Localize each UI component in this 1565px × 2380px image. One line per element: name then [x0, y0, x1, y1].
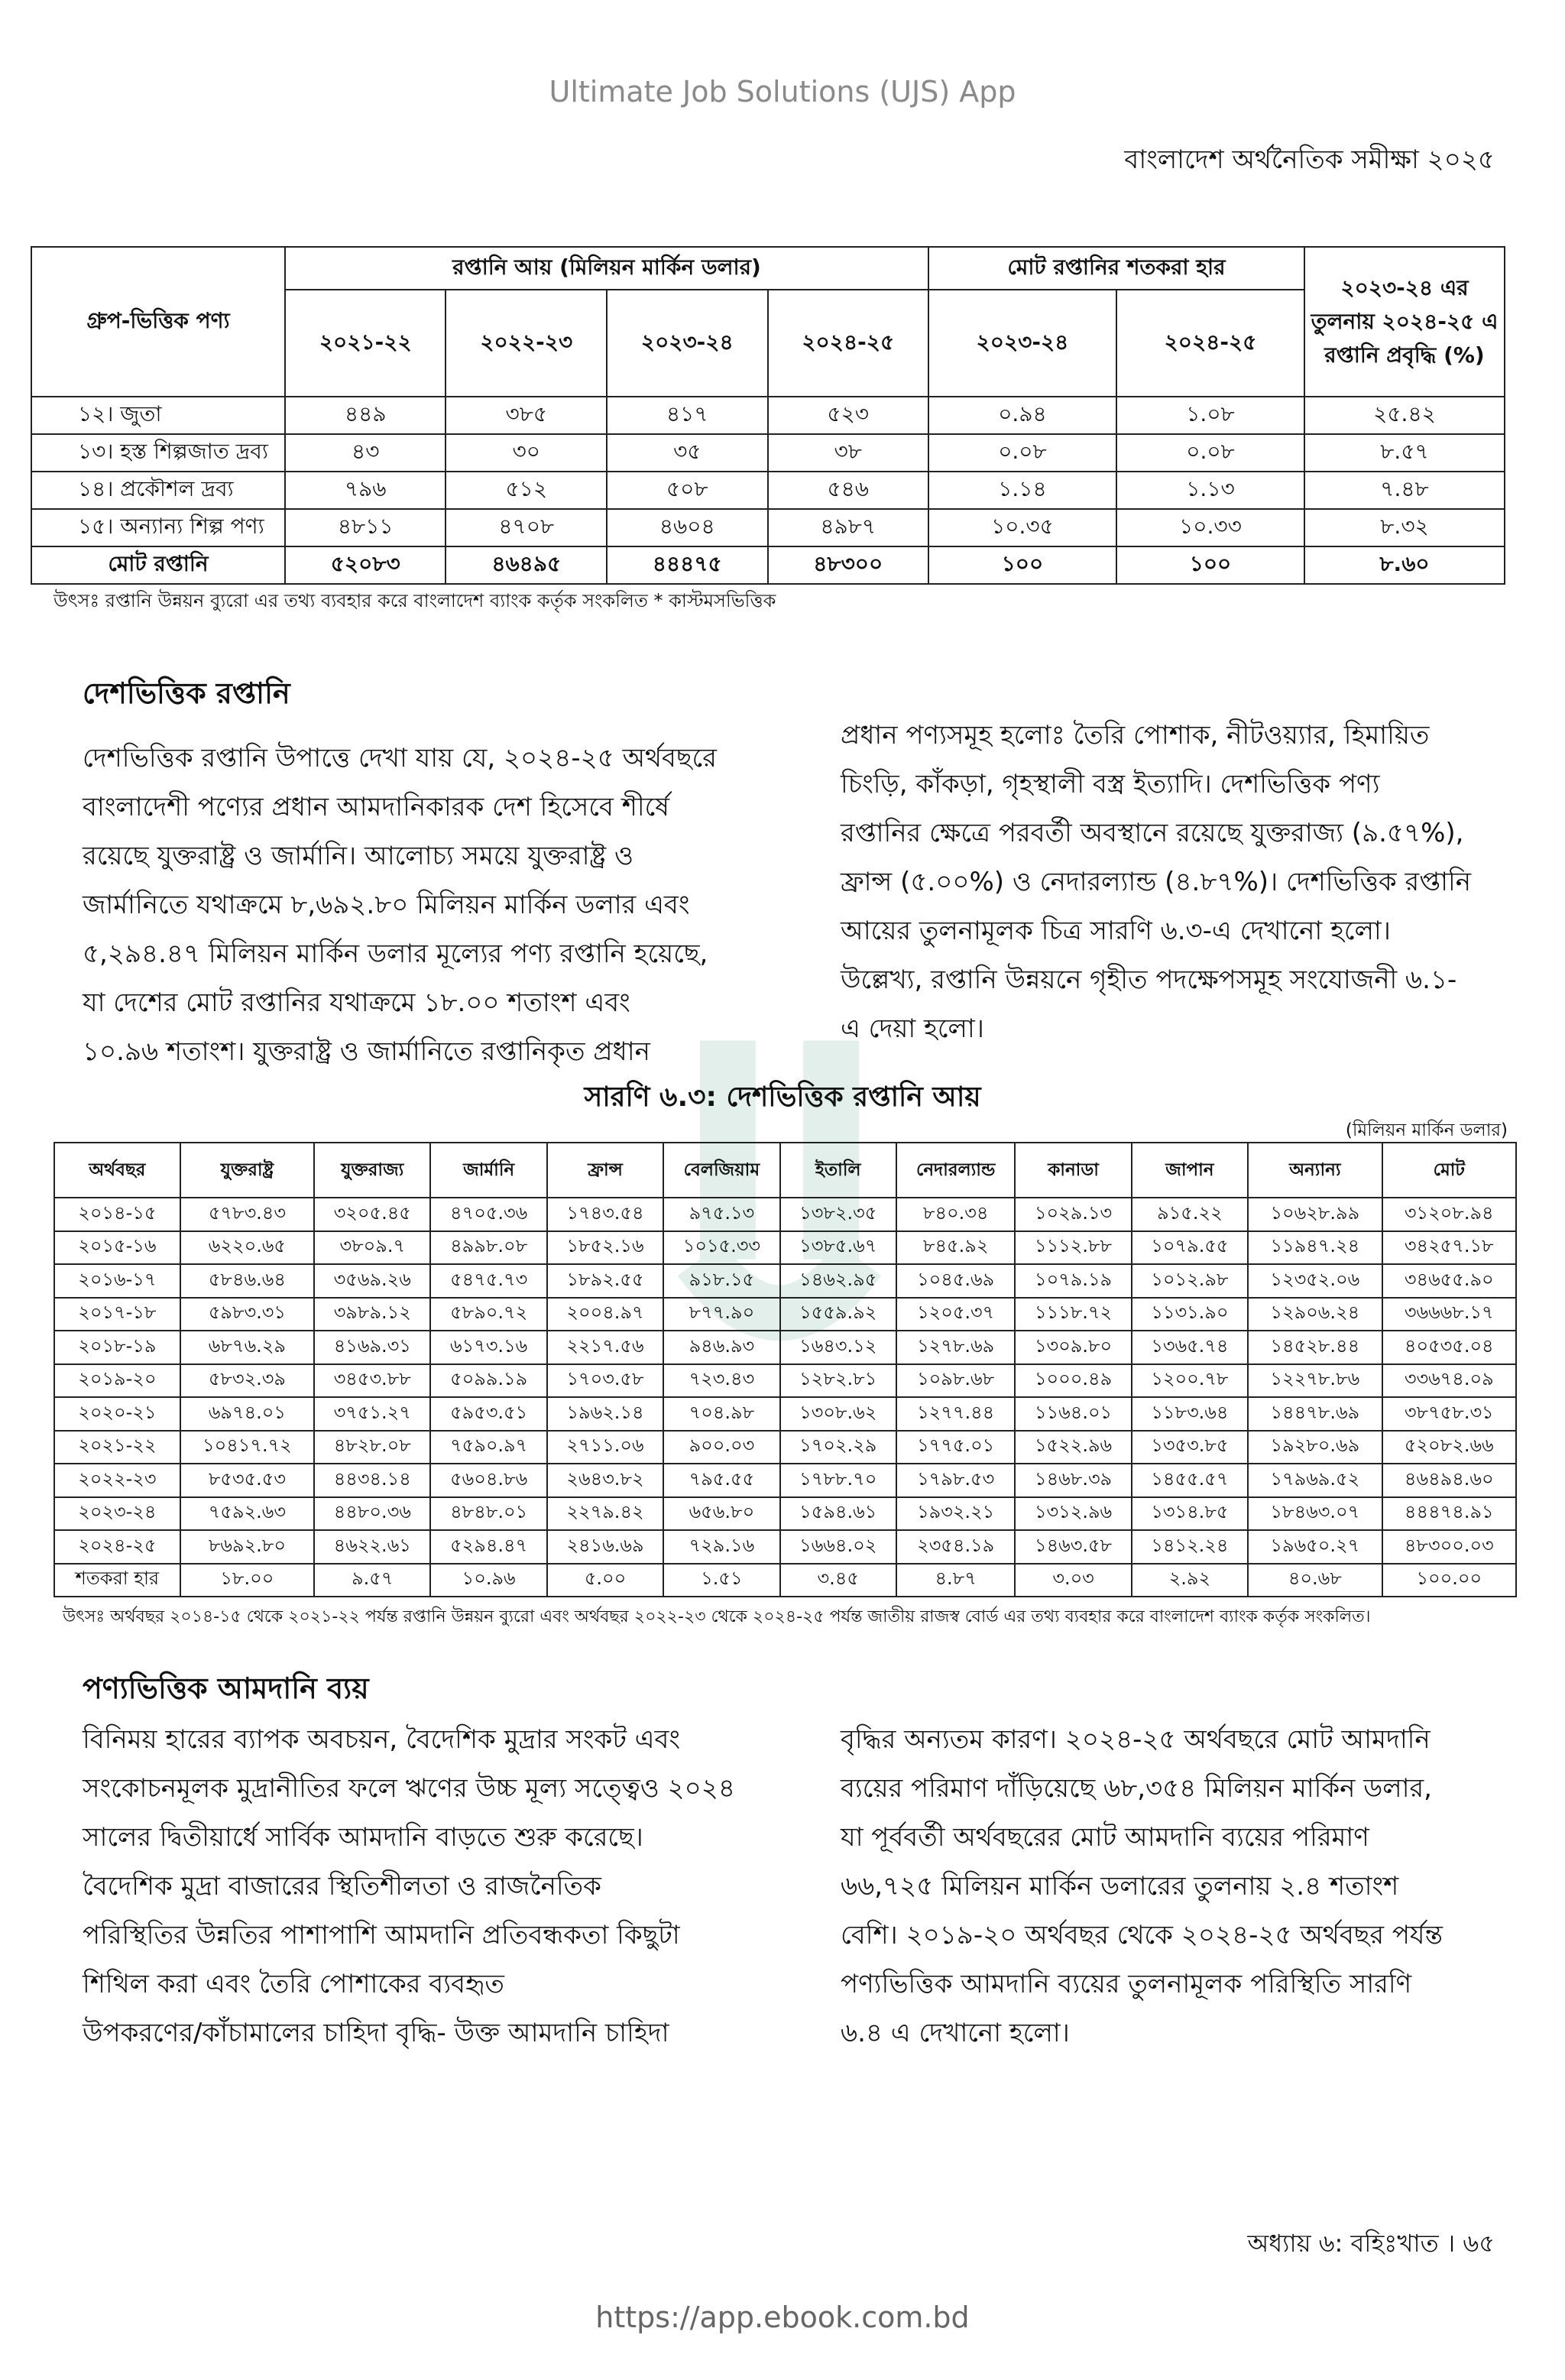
year-header: ২০২৪-২৫: [1116, 290, 1304, 397]
table-cell: ০.০৮: [928, 434, 1116, 472]
text-line: রয়েছে যুক্তরাষ্ট্র ও জার্মানি। আলোচ্য সময়ে যুক্তরাষ্ট্র ও: [83, 841, 633, 871]
col-export-income: রপ্তানি আয় (মিলিয়ন মার্কিন ডলার): [285, 247, 928, 290]
text-line: ৬.৪ এ দেখানো হলো।: [841, 2018, 1070, 2048]
text-line: ১০.৯৬ শতাংশ। যুক্তরাষ্ট্র ও জার্মানিতে রপ্তানিকৃত প্রধান: [83, 1036, 650, 1067]
column-header: নেদারল্যান্ড: [896, 1143, 1015, 1198]
table-cell: ১০১৫.৩৩: [663, 1231, 779, 1265]
app-name-header: Ultimate Job Solutions (UJS) App: [549, 75, 1016, 109]
text-line: উপকরণের/কাঁচামালের চাহিদা বৃদ্ধি- উক্ত আমদানি চাহিদা: [83, 2018, 669, 2048]
table-cell: ৪৪৯: [285, 397, 446, 434]
table-cell: ৩৪৬৫৫.৯০: [1382, 1264, 1516, 1298]
table-cell: ৩৮: [768, 434, 928, 472]
table-cell: ১০৭৯.১৯: [1015, 1264, 1131, 1298]
table-cell: ৩.৪৫: [780, 1564, 896, 1597]
table-cell: ৬১৭৩.১৬: [430, 1331, 546, 1364]
table-cell: ১০৭৯.৫৫: [1132, 1231, 1248, 1265]
table-cell: ৭২৯.১৬: [663, 1530, 779, 1564]
table-cell: ১৯২৮০.৬৯: [1248, 1431, 1382, 1464]
table-cell: ১১১২.৮৮: [1015, 1231, 1131, 1265]
table-cell: ১৭৮৮.৭০: [780, 1464, 896, 1497]
table-cell: ২০১৬-১৭: [54, 1264, 180, 1298]
table-cell: ৪১৬৯.৩১: [314, 1331, 430, 1364]
table-cell: ১০.৩৫: [928, 509, 1116, 546]
table-row: [31, 434, 1505, 472]
table2-caption: সারণি ৬.৩: দেশভিত্তিক রপ্তানি আয়: [584, 1081, 981, 1113]
country-export-table: [53, 1142, 1517, 1597]
table-cell: ৯.৫৭: [314, 1564, 430, 1597]
text-line: যা পূর্ববর্তী অর্থবছরের মোট আমদানি ব্যয়ের পরিমাণ: [841, 1822, 1369, 1853]
table-cell: ২৫.৪২: [1304, 397, 1505, 434]
table-cell: ১০৯৮.৬৮: [896, 1364, 1015, 1398]
table-cell: ১৪৫৫.৫৭: [1132, 1464, 1248, 1497]
year-header: ২০২২-২৩: [446, 290, 607, 397]
table-cell: ৫৪৬: [768, 472, 928, 509]
table-cell: ৩৫৬৯.২৬: [314, 1264, 430, 1298]
table-cell: ৪৯৮৭: [768, 509, 928, 546]
text-line: বাংলাদেশী পণ্যের প্রধান আমদানিকারক দেশ হিসেবে শীর্ষে: [83, 792, 670, 822]
text-line: বিনিময় হারের ব্যাপক অবচয়ন, বৈদেশিক মুদ্রার সংকট এবং: [83, 1724, 681, 1755]
table-cell: ৭২৩.৪৩: [663, 1364, 779, 1398]
text-line: ৫,২৯৪.৪৭ মিলিয়ন মার্কিন ডলার মূল্যের পণ্য রপ্তানি হয়েছে,: [83, 939, 708, 969]
table-cell: ০.০৮: [1116, 434, 1304, 472]
text-line: সালের দ্বিতীয়ার্ধে সার্বিক আমদানি বাড়তে শুরু করেছে।: [83, 1822, 643, 1853]
table-cell: ১০.৯৬: [430, 1564, 546, 1597]
table-row: [54, 1231, 1516, 1265]
table-cell: ৮৬৯২.৮০: [180, 1530, 314, 1564]
table-cell: ১৩১৪.৮৫: [1132, 1497, 1248, 1531]
table-cell: ৫৮৯০.৭২: [430, 1298, 546, 1331]
column-header: মোট: [1382, 1143, 1516, 1198]
table-cell: ৪৭০৮: [446, 509, 607, 546]
table-cell: ৯৪৬.৯৩: [663, 1331, 779, 1364]
table-cell: ১৮.০০: [180, 1564, 314, 1597]
product-name: ১৫। অন্যান্য শিল্প পণ্য: [31, 509, 285, 546]
table-cell: ৪৪৩৪.১৪: [314, 1464, 430, 1497]
text-line: ফ্রান্স (৫.০০%) ও নেদারল্যান্ড (৪.৮৭%)। দেশভিত্তিক রপ্তানি: [841, 867, 1472, 897]
table-cell: ১৪৫২৮.৪৪: [1248, 1331, 1382, 1364]
report-title: বাংলাদেশ অর্থনৈতিক সমীক্ষা ২০২৫: [1124, 144, 1495, 175]
text-line: দেশভিত্তিক রপ্তানি উপাত্তে দেখা যায় যে, ২০২৪-২৫ অর্থবছরে: [83, 743, 717, 773]
table-cell: ১৪৬৮.৩৯: [1015, 1464, 1131, 1497]
table-cell: ৭.৪৮: [1304, 472, 1505, 509]
table-cell: ৪১৭: [607, 397, 767, 434]
table-cell: ১৮৪৬৩.০৭: [1248, 1497, 1382, 1531]
table-cell: ৫৭৮৩.৪৩: [180, 1198, 314, 1231]
column-header: যুক্তরাজ্য: [314, 1143, 430, 1198]
text-line: সংকোচনমূলক মুদ্রানীতির ফলে ঋণের উচ্চ মূল্য সত্ত্বেও ২০২৪: [83, 1773, 735, 1804]
column-header: কানাডা: [1015, 1143, 1131, 1198]
table-cell: ৪৮৩০০.০৩: [1382, 1530, 1516, 1564]
table-cell: ১৬৪৩.১২: [780, 1331, 896, 1364]
product-name: ১৪। প্রকৌশল দ্রব্য: [31, 472, 285, 509]
table-cell: ২০২০-২১: [54, 1397, 180, 1431]
table2-source: উৎসঃ অর্থবছর ২০১৪-১৫ থেকে ২০২১-২২ পর্যন্ত রপ্তানি উন্নয়ন ব্যুরো এবং অর্থবছর ২০২২-২৩ থেকে ২০২৪-২৫ পর্যন্ত জাতীয় রাজস্ব বোর্ড এর তথ্য ব্যবহার করে বাংলাদেশ ব্যাংক কর্তৃক সংকলিত।: [63, 1607, 1371, 1626]
table-cell: ৪৩: [285, 434, 446, 472]
table-cell: ১১১৮.৭২: [1015, 1298, 1131, 1331]
text-line: ৬৬,৭২৫ মিলিয়ন মার্কিন ডলারের তুলনায় ২.৪ শতাংশ: [841, 1871, 1399, 1902]
table-cell: ৪০.৬৮: [1248, 1564, 1382, 1597]
table-cell: ১৪১২.২৪: [1132, 1530, 1248, 1564]
table-cell: ২২১৭.৫৬: [547, 1331, 663, 1364]
table-cell: ১০৪১৭.৭২: [180, 1431, 314, 1464]
table-cell: ৪৬০৪: [607, 509, 767, 546]
table-cell: ১২০০.৭৮: [1132, 1364, 1248, 1398]
footer-url: https://app.ebook.com.bd: [595, 2301, 970, 2334]
table-cell: ১৩০৮.৬২: [780, 1397, 896, 1431]
table-cell: ৭০৪.৯৮: [663, 1397, 779, 1431]
section-heading-import-expenditure: পণ্যভিত্তিক আমদানি ব্যয়: [83, 1672, 369, 1705]
column-header: অর্থবছর: [54, 1143, 180, 1198]
table-cell: ১০০: [928, 546, 1116, 584]
table-cell: ১২৭৭.৪৪: [896, 1397, 1015, 1431]
column-header: জাপান: [1132, 1143, 1248, 1198]
year-header: ২০২৩-২৪: [607, 290, 767, 397]
table-row: [54, 1397, 1516, 1431]
table-cell: ১৮৯২.৫৫: [547, 1264, 663, 1298]
table-cell: ৫৮৩২.৩৯: [180, 1364, 314, 1398]
page-number: অধ্যায় ৬: বহিঃখাত । ৬৫: [1247, 2229, 1495, 2258]
table-row: [54, 1497, 1516, 1531]
table-row: [54, 1464, 1516, 1497]
table-cell: ৭৫৯২.৬৩: [180, 1497, 314, 1531]
text-line: উল্লেখ্য, রপ্তানি উন্নয়নে গৃহীত পদক্ষেপসমূহ সংযোজনী ৬.১-: [841, 965, 1457, 995]
text-line: এ দেয়া হলো।: [841, 1013, 984, 1044]
table-cell: ৫২০৮৩: [285, 546, 446, 584]
paragraph-left: [83, 734, 738, 1076]
table-cell: ১৭০২.২৯: [780, 1431, 896, 1464]
table-row: [54, 1431, 1516, 1464]
table-cell: ৫৪৭৫.৭৩: [430, 1264, 546, 1298]
table-cell: ৫.০০: [547, 1564, 663, 1597]
table-cell: ২০১৭-১৮: [54, 1298, 180, 1331]
paragraph-left: [83, 1715, 738, 2057]
table-cell: ১০০০.৪৯: [1015, 1364, 1131, 1398]
table-cell: ৫০৮: [607, 472, 767, 509]
table2-unit: (মিলিয়ন মার্কিন ডলার): [1345, 1120, 1508, 1140]
table-cell: ১৭৯৮.৫৩: [896, 1464, 1015, 1497]
table-cell: ১১৬৪.০১: [1015, 1397, 1131, 1431]
table-row: [54, 1364, 1516, 1398]
table-cell: ৫৮৪৬.৬৪: [180, 1264, 314, 1298]
table-cell: ৮.৩২: [1304, 509, 1505, 546]
table-cell: ২০২১-২২: [54, 1431, 180, 1464]
table-cell: ৪৬২২.৬১: [314, 1530, 430, 1564]
col-share: মোট রপ্তানির শতকরা হার: [928, 247, 1304, 290]
table-cell: ১৩১২.৯৬: [1015, 1497, 1131, 1531]
table-cell: ১৪৬৩.৫৮: [1015, 1530, 1131, 1564]
table-cell: ৩৮৫: [446, 397, 607, 434]
text-line: বেশি। ২০১৯-২০ অর্থবছর থেকে ২০২৪-২৫ অর্থবছর পর্যন্ত: [841, 1920, 1443, 1950]
col-product-group: গ্রুপ-ভিত্তিক পণ্য: [31, 247, 285, 397]
table-cell: ২০২৩-২৪: [54, 1497, 180, 1531]
column-header: যুক্তরাষ্ট্র: [180, 1143, 314, 1198]
text-line: আয়ের তুলনামূলক চিত্র সারণি ৬.৩-এ দেখানো হলো।: [841, 916, 1391, 946]
table-cell: ১০.৩৩: [1116, 509, 1304, 546]
paragraph-right: [841, 711, 1494, 1053]
table-cell: ২০১৮-১৯: [54, 1331, 180, 1364]
product-name: ১২। জুতা: [31, 397, 285, 434]
year-header: ২০২১-২২: [285, 290, 446, 397]
table-cell: ১৮৫২.১৬: [547, 1231, 663, 1265]
table-cell: ১৩৫৩.৮৫: [1132, 1431, 1248, 1464]
table-cell: ৬৫৬.৮০: [663, 1497, 779, 1531]
table-cell: ৯১৫.২২: [1132, 1198, 1248, 1231]
table-row: [54, 1264, 1516, 1298]
table-cell: ১০২৯.১৩: [1015, 1198, 1131, 1231]
table-cell: ৫৬০৪.৮৬: [430, 1464, 546, 1497]
table-cell: ১.১৩: [1116, 472, 1304, 509]
table-cell: ৩৯৮৯.১২: [314, 1298, 430, 1331]
table-cell: ৪৬৪৯৫: [446, 546, 607, 584]
text-line: পণ্যভিত্তিক আমদানি ব্যয়ের তুলনামূলক পরিস্থিতি সারণি: [841, 1969, 1412, 1999]
table-cell: ৩৮০৯.৭: [314, 1231, 430, 1265]
product-name: ১৩। হস্ত শিল্পজাত দ্রব্য: [31, 434, 285, 472]
table-cell: ৮৭৭.৯০: [663, 1298, 779, 1331]
table-cell: ৪.৮৭: [896, 1564, 1015, 1597]
table-cell: ৭৯৫.৫৫: [663, 1464, 779, 1497]
table-cell: ৫৯৫৩.৫১: [430, 1397, 546, 1431]
text-line: রপ্তানির ক্ষেত্রে পরবর্তী অবস্থানে রয়েছে যুক্তরাজ্য (৯.৫৭%),: [841, 818, 1464, 848]
table-cell: ১.০৮: [1116, 397, 1304, 434]
table-cell: ৭৯৬: [285, 472, 446, 509]
table-cell: ১৯৬৫০.২৭: [1248, 1530, 1382, 1564]
table-cell: ১২৭৮.৬৯: [896, 1331, 1015, 1364]
table-cell: ৩৩৬৭৪.০৯: [1382, 1364, 1516, 1398]
table-cell: ১২২৭৮.৮৬: [1248, 1364, 1382, 1398]
table-row: [54, 1530, 1516, 1564]
table-cell: ৩৪৫৩.৮৮: [314, 1364, 430, 1398]
table-cell: ৩৮৭৫৮.৩১: [1382, 1397, 1516, 1431]
table-cell: ৩৭৫১.২৭: [314, 1397, 430, 1431]
table-cell: ২০১৫-১৬: [54, 1231, 180, 1265]
total-row: [31, 546, 1505, 584]
table-row: [31, 472, 1505, 509]
table-cell: ৫২৯৪.৪৭: [430, 1530, 546, 1564]
text-line: যা দেশের মোট রপ্তানির যথাক্রমে ১৮.০০ শতাংশ এবং: [83, 987, 630, 1018]
table-cell: ৪৬৪৯৪.৬০: [1382, 1464, 1516, 1497]
table-cell: ৮.৫৭: [1304, 434, 1505, 472]
table-cell: ২৭১১.০৬: [547, 1431, 663, 1464]
table-cell: ১৭৭৫.০১: [896, 1431, 1015, 1464]
table-cell: ৩১২০৮.৯৪: [1382, 1198, 1516, 1231]
table-cell: ৫০৯৯.১৯: [430, 1364, 546, 1398]
table-cell: ৪৮২৮.০৮: [314, 1431, 430, 1464]
table-cell: ৩৬৬৬৮.১৭: [1382, 1298, 1516, 1331]
table-cell: ৪৮১১: [285, 509, 446, 546]
table-cell: ১০১২.৯৮: [1132, 1264, 1248, 1298]
table-cell: ২০১৯-২০: [54, 1364, 180, 1398]
text-line: পরিস্থিতির উন্নতির পাশাপাশি আমদানি প্রতিবন্ধকতা কিছুটা: [83, 1920, 680, 1950]
table-cell: ২৪১৬.৬৯: [547, 1530, 663, 1564]
table-cell: ৪৭০৫.৩৬: [430, 1198, 546, 1231]
table-cell: ১২০৫.৩৭: [896, 1298, 1015, 1331]
table-cell: ৮৪৫.৯২: [896, 1231, 1015, 1265]
col-growth: ২০২৩-২৪ এর তুলনায় ২০২৪-২৫ এ রপ্তানি প্রবৃদ্ধি (%): [1304, 247, 1505, 397]
table-cell: ৬৮৭৬.২৯: [180, 1331, 314, 1364]
text-line: শিথিল করা এবং তৈরি পোশাকের ব্যবহৃত: [83, 1969, 504, 1999]
column-header: অন্যান্য: [1248, 1143, 1382, 1198]
table-cell: ৩৫: [607, 434, 767, 472]
table-cell: ১৩৮২.৩৫: [780, 1198, 896, 1231]
text-line: বৃদ্ধির অন্যতম কারণ। ২০২৪-২৫ অর্থবছরে মোট আমদানি: [841, 1724, 1431, 1755]
column-header: ইতালি: [780, 1143, 896, 1198]
table-row: [31, 397, 1505, 434]
table-cell: ১১৩১.৯০: [1132, 1298, 1248, 1331]
table-cell: ১.১৪: [928, 472, 1116, 509]
table-cell: ১০৬২৮.৯৯: [1248, 1198, 1382, 1231]
table-cell: ১৪৬২.৯৫: [780, 1264, 896, 1298]
section-heading-country-exports: দেশভিত্তিক রপ্তানি: [83, 676, 290, 710]
table-cell: ৭৫৯০.৯৭: [430, 1431, 546, 1464]
table-cell: ৪০৫৩৫.০৪: [1382, 1331, 1516, 1364]
table-cell: ১২৯০৬.২৪: [1248, 1298, 1382, 1331]
text-line: ব্যয়ের পরিমাণ দাঁড়িয়েছে ৬৮,৩৫৪ মিলিয়ন মার্কিন ডলার,: [841, 1773, 1432, 1804]
table-cell: ১৬৬৪.০২: [780, 1530, 896, 1564]
table-cell: ৯০০.০৩: [663, 1431, 779, 1464]
table-cell: শতকরা হার: [54, 1564, 180, 1597]
table-cell: ১৫৯৪.৬১: [780, 1497, 896, 1531]
table-cell: ৫১২: [446, 472, 607, 509]
table-cell: ২০২২-২৩: [54, 1464, 180, 1497]
table-cell: ১৩৬৫.৭৪: [1132, 1331, 1248, 1364]
table-cell: ৪৯৯৮.০৮: [430, 1231, 546, 1265]
paragraph-right: [841, 1715, 1494, 2057]
text-line: জার্মানিতে যথাক্রমে ৮,৬৯২.৮০ মিলিয়ন মার্কিন ডলার এবং: [83, 890, 690, 920]
table-cell: ৩.০৩: [1015, 1564, 1131, 1597]
table-row: [54, 1198, 1516, 1231]
table-cell: ০.৯৪: [928, 397, 1116, 434]
product-export-table: [31, 246, 1505, 585]
table-cell: ৪৪৪৭৫: [607, 546, 767, 584]
table-cell: ২০২৪-২৫: [54, 1530, 180, 1564]
table-cell: ৪৮৩০০: [768, 546, 928, 584]
table-cell: ১০০.০০: [1382, 1564, 1516, 1597]
table-cell: ৯১৮.১৫: [663, 1264, 779, 1298]
table-cell: ২৬৪৩.৮২: [547, 1464, 663, 1497]
table-cell: ১৭৪৩.৫৪: [547, 1198, 663, 1231]
table-row: [54, 1331, 1516, 1364]
table-cell: ৮.৬০: [1304, 546, 1505, 584]
table-cell: ৪৪৮০.৩৬: [314, 1497, 430, 1531]
table-cell: ৮৪০.৩৪: [896, 1198, 1015, 1231]
table-cell: ২.৯২: [1132, 1564, 1248, 1597]
table-cell: ৫২৩: [768, 397, 928, 434]
table-cell: ৫২০৮২.৬৬: [1382, 1431, 1516, 1464]
table1-source: উৎসঃ রপ্তানি উন্নয়ন ব্যুরো এর তথ্য ব্যবহার করে বাংলাদেশ ব্যাংক কর্তৃক সংকলিত * কাস্টমসভিত্তিক: [53, 590, 776, 611]
text-line: বৈদেশিক মুদ্রা বাজারের স্থিতিশীলতা ও রাজনৈতিক: [83, 1871, 601, 1902]
table-row: [54, 1298, 1516, 1331]
table-cell: ১৯৩২.২১: [896, 1497, 1015, 1531]
table-cell: ২০১৪-১৫: [54, 1198, 180, 1231]
table-cell: ১৩০৯.৮০: [1015, 1331, 1131, 1364]
table-cell: ১৫২২.৯৬: [1015, 1431, 1131, 1464]
table-cell: ১০০: [1116, 546, 1304, 584]
year-header: ২০২৩-২৪: [928, 290, 1116, 397]
table-row: [54, 1564, 1516, 1597]
table-cell: ৩২০৫.৪৫: [314, 1198, 430, 1231]
table-cell: ৪৮৪৮.০১: [430, 1497, 546, 1531]
table-cell: ১২৩৫২.০৬: [1248, 1264, 1382, 1298]
table-cell: ৯৭৫.১৩: [663, 1198, 779, 1231]
column-header: বেলজিয়াম: [663, 1143, 779, 1198]
text-line: প্রধান পণ্যসমূহ হলোঃ তৈরি পোশাক, নীটওয়্যার, হিমায়িত: [841, 720, 1430, 751]
table-cell: ১৯৬২.১৪: [547, 1397, 663, 1431]
table-cell: ১৭০৩.৫৮: [547, 1364, 663, 1398]
table-cell: ৫৯৮৩.৩১: [180, 1298, 314, 1331]
table-row: [31, 509, 1505, 546]
table-cell: ৩০: [446, 434, 607, 472]
table-cell: ১৭৯৬৯.৫২: [1248, 1464, 1382, 1497]
table-cell: ১৪৪৭৮.৬৯: [1248, 1397, 1382, 1431]
column-header: ফ্রান্স: [547, 1143, 663, 1198]
table-cell: ১৩৮৫.৬৭: [780, 1231, 896, 1265]
table-cell: ৪৪৪৭৪.৯১: [1382, 1497, 1516, 1531]
table-cell: ২২৭৯.৪২: [547, 1497, 663, 1531]
table-cell: ৩৪২৫৭.১৮: [1382, 1231, 1516, 1265]
column-header: জার্মানি: [430, 1143, 546, 1198]
text-line: চিংড়ি, কাঁকড়া, গৃহস্থালী বস্ত্র ইত্যাদি। দেশভিত্তিক পণ্য: [841, 769, 1380, 799]
table-cell: ১.৫১: [663, 1564, 779, 1597]
table-cell: ৮৫৩৫.৫৩: [180, 1464, 314, 1497]
table-cell: ৬৯৭৪.০১: [180, 1397, 314, 1431]
table-cell: ১১৯৪৭.২৪: [1248, 1231, 1382, 1265]
table-cell: ১৫৫৯.৯২: [780, 1298, 896, 1331]
total-label: মোট রপ্তানি: [31, 546, 285, 584]
year-header: ২০২৪-২৫: [768, 290, 928, 397]
table-cell: ৬২২০.৬৫: [180, 1231, 314, 1265]
table-cell: ১১৮৩.৬৪: [1132, 1397, 1248, 1431]
table-cell: ১০৪৫.৬৯: [896, 1264, 1015, 1298]
table-cell: ২০০৪.৯৭: [547, 1298, 663, 1331]
table-cell: ১২৮২.৮১: [780, 1364, 896, 1398]
table-cell: ২৩৫৪.১৯: [896, 1530, 1015, 1564]
